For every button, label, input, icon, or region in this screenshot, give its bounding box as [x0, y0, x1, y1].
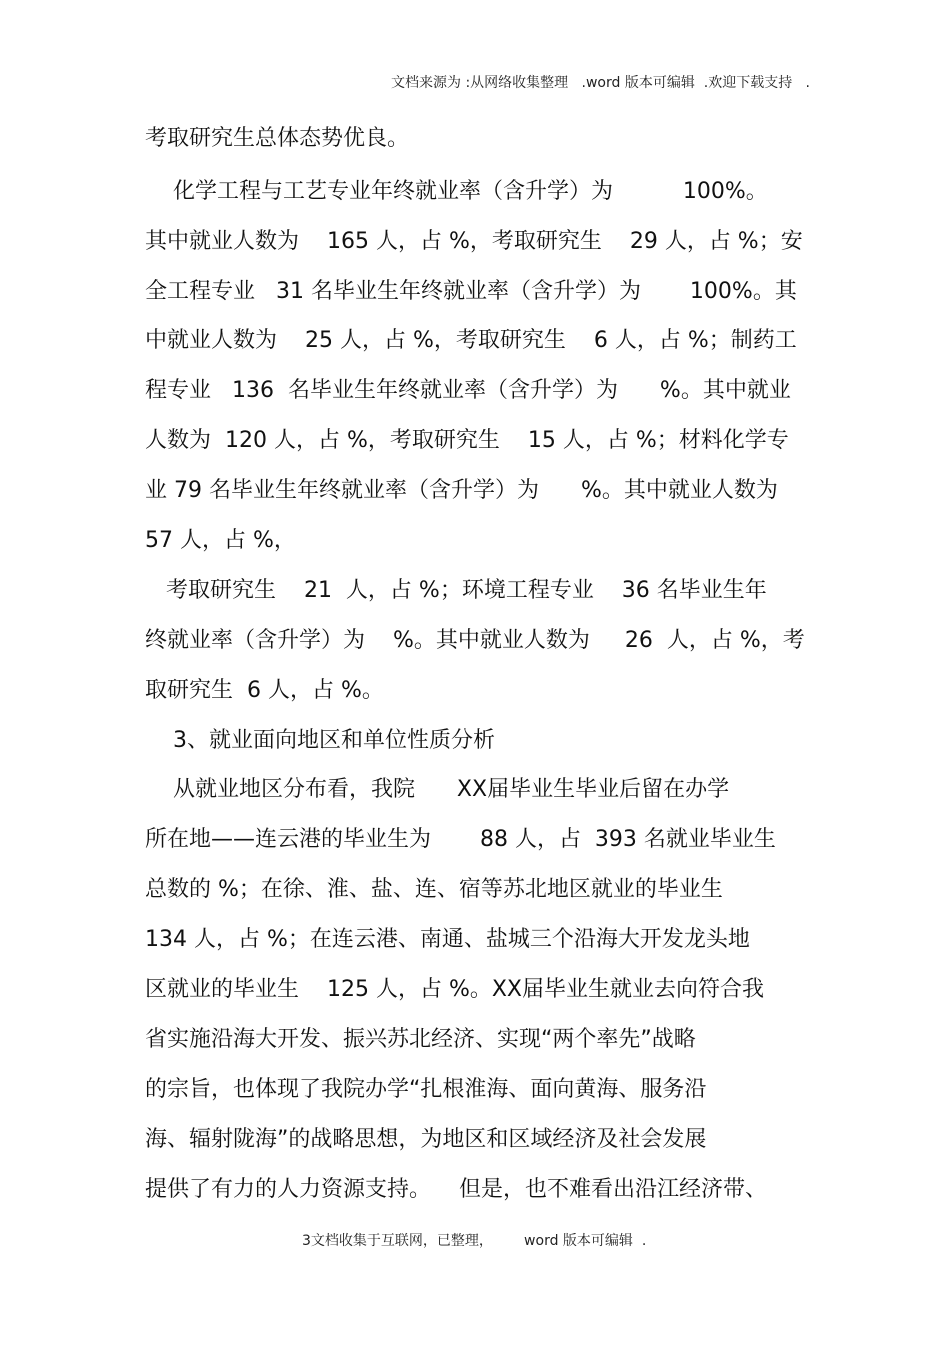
text-line: 考取研究生 21 人，占 %；环境工程专业 36 名毕业生年 — [145, 578, 767, 603]
text-line: 海、辐射陇海”的战略思想，为地区和区域经济及社会发展 — [145, 1127, 707, 1152]
text-line: 取研究生 6 人，占 %。 — [145, 678, 384, 703]
text-line: 总数的 %；在徐、淮、盐、连、宿等苏北地区就业的毕业生 — [145, 877, 723, 902]
text-line: 化学工程与工艺专业年终就业率（含升学）为 100%。 — [145, 179, 768, 204]
text-line: 程专业 136 名毕业生年终就业率（含升学）为 %。其中就业 — [145, 378, 791, 403]
text-line: 134 人，占 %；在连云港、南通、盐城三个沿海大开发龙头地 — [145, 927, 750, 952]
text-line: 人数为 120 人，占 %，考取研究生 15 人，占 %；材料化学专 — [145, 428, 789, 453]
section-heading: 3、就业面向地区和单位性质分析 — [145, 728, 495, 753]
text-line: 省实施沿海大开发、振兴苏北经济、实现“两个率先”战略 — [145, 1027, 696, 1052]
text-line: 终就业率（含升学）为 %。其中就业人数为 26 人，占 %，考 — [145, 628, 805, 653]
text-line: 所在地——连云港的毕业生为 88 人，占 393 名就业毕业生 — [145, 827, 776, 852]
text-line: 其中就业人数为 165 人，占 %，考取研究生 29 人，占 %；安 — [145, 229, 803, 254]
text-line: 业 79 名毕业生年终就业率（含升学）为 %。其中就业人数为 — [145, 478, 778, 503]
text-line: 区就业的毕业生 125 人，占 %。XX届毕业生就业去向符合我 — [145, 977, 764, 1002]
text-line: 从就业地区分布看，我院 XX届毕业生毕业后留在办学 — [145, 777, 730, 802]
text-line: 考取研究生总体态势优良。 — [145, 126, 410, 151]
text-line: 中就业人数为 25 人，占 %，考取研究生 6 人，占 %；制药工 — [145, 328, 797, 353]
text-line: 57 人，占 %， — [145, 528, 296, 553]
page-header: 文档来源为 :从网络收集整理 .word 版本可编辑 .欢迎下载支持 . — [391, 75, 810, 91]
text-line: 的宗旨，也体现了我院办学“扎根淮海、面向黄海、服务沿 — [145, 1077, 707, 1102]
text-line: 提供了有力的人力资源支持。 但是，也不难看出沿江经济带、 — [145, 1177, 767, 1202]
text-line: 全工程专业 31 名毕业生年终就业率（含升学）为 100%。其 — [145, 279, 797, 304]
page-footer: 3文档收集于互联网，已整理， word 版本可编辑 . — [302, 1233, 647, 1249]
